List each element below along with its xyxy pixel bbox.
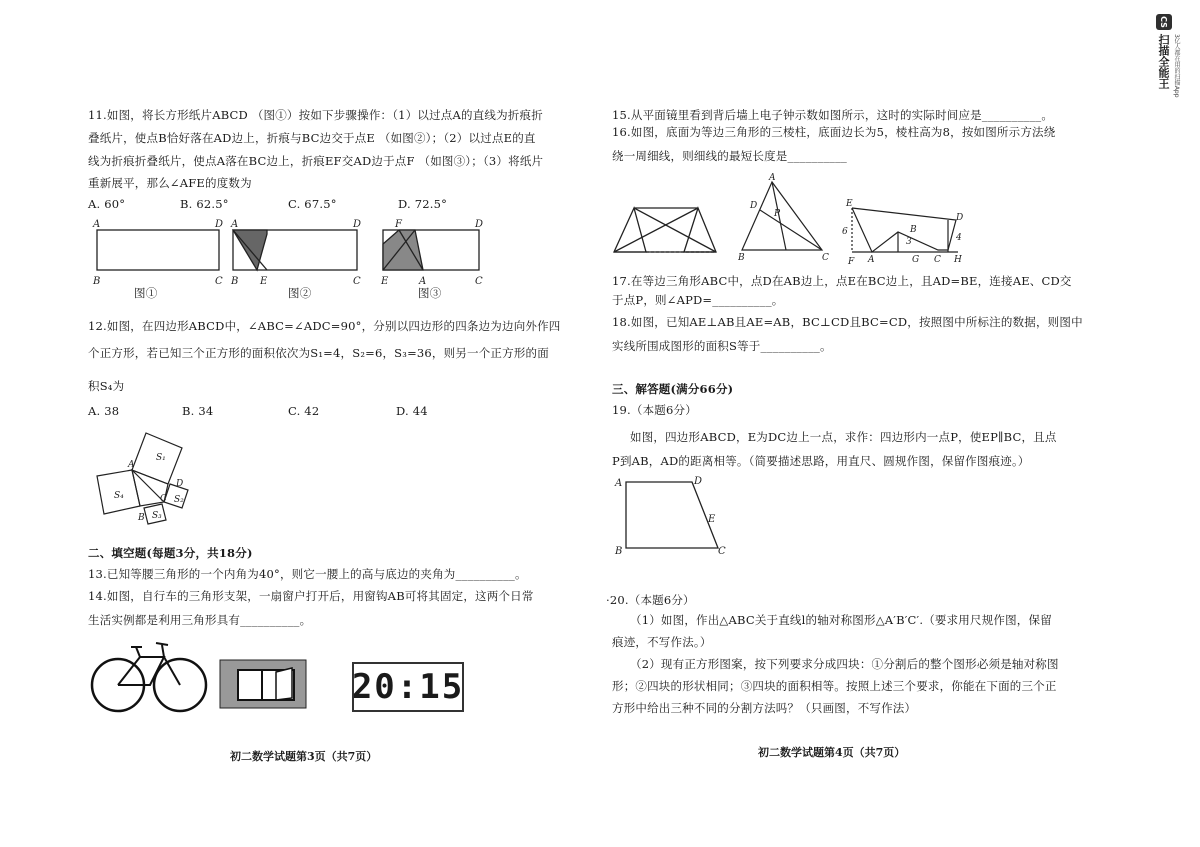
watermark-title: 扫描全能王: [1157, 34, 1170, 89]
q11-caption-3: 图③: [418, 286, 442, 300]
camscanner-logo-icon: CS: [1156, 14, 1172, 30]
q19-line-1: 如图，四边形ABCD，E为DC边上一点，求作：四边形内一点P，使EP∥BC，且点: [630, 430, 1057, 444]
q11-caption-2: 图②: [288, 286, 312, 300]
fig3-label-d: D: [475, 219, 484, 230]
q20-line-3: （2）现有正方形图案，按下列要求分成四块：①分割后的整个图形必须是轴对称图: [630, 657, 1059, 671]
q11-line-3: 线为折痕折叠纸片，使点A落在BC边上，折痕EF交AD边于点F （如图③）；（3）将纸片: [88, 154, 544, 168]
fig2-label-c: C: [353, 276, 361, 287]
q19-label-d: D: [694, 476, 703, 487]
q13-text: 13.已知等腰三角形的一个内角为40°，则它一腰上的高与底边的夹角为__________。: [88, 567, 527, 581]
q14-line-2: 生活实例都是利用三角形具有__________。: [88, 613, 312, 627]
q11-line-2: 叠纸片，使点B恰好落在AD边上，折痕与BC边交于点E （如图②）；（2）以过点E的直: [88, 131, 536, 145]
q20-line-2: 痕迹，不写作法。）: [612, 635, 712, 649]
q20-title: ·20.（本题6分）: [606, 593, 695, 607]
q18-label-f: F: [848, 257, 855, 267]
fig2-label-e: E: [260, 276, 268, 287]
q18-label-6: 6: [842, 227, 848, 237]
q16-prism-figure: [610, 200, 720, 258]
fig2-label-d: D: [353, 219, 362, 230]
right-page-footer: 初二数学试题第4页（共7页）: [758, 746, 906, 759]
q12-label-a: A: [128, 460, 135, 470]
q18-label-b: B: [910, 225, 917, 235]
q12-label-s3: S₃: [152, 511, 162, 521]
q18-line-1: 18.如图，已知AE⊥AB且AE=AB，BC⊥CD且BC=CD，按照图中所标注的数据，则图中: [612, 315, 1083, 329]
q18-label-a: A: [868, 255, 875, 265]
q17-line-1: 17.在等边三角形ABC中，点D在AB边上，点E在BC边上，且AD=BE，连接AE、CD交: [612, 274, 1072, 288]
q12-figure: [92, 428, 202, 528]
q19-title: 19.（本题6分）: [612, 403, 697, 417]
q12-option-c: C. 42: [288, 404, 320, 418]
fig1-label-a: A: [93, 219, 101, 230]
q18-label-3: 3: [906, 237, 912, 247]
q18-label-h: H: [954, 255, 962, 265]
fig3-label-f: F: [395, 219, 402, 230]
q11-line-4: 重新展平，那么∠AFE的度数为: [88, 176, 252, 190]
q11-figure-1: [97, 230, 219, 270]
q12-label-d: D: [176, 479, 184, 489]
q19-line-2: P到AB，AD的距离相等。（简要描述思路，用直尺、圆规作图，保留作图痕迹。）: [612, 454, 1030, 468]
q16-line-1: 16.如图，底面为等边三角形的三棱柱，底面边长为5，棱柱高为8，按如图所示方法绕: [612, 125, 1056, 139]
q14-line-1: 14.如图，自行车的三角形支架，一扇窗户打开后，用窗钩AB可将其固定，这两个日常: [88, 589, 534, 603]
q12-label-c: C: [160, 494, 167, 504]
q20-line-4: 形；②四块的形状相同；③四块的面积相等。按照上述三个要求，你能在下面的三个正: [612, 679, 1057, 693]
scanner-watermark: [1156, 14, 1172, 30]
fig1-label-d: D: [215, 219, 224, 230]
q12-line-1: 12.如图，在四边形ABCD中，∠ABC=∠ADC=90°，分别以四边形的四条边为边向外作四: [88, 319, 561, 333]
fig3-label-e: E: [381, 276, 389, 287]
fig1-label-b: B: [93, 276, 101, 287]
digital-clock: [352, 662, 464, 712]
q11-caption-1: 图①: [134, 286, 158, 300]
fig2-label-a: A: [231, 219, 239, 230]
q11-figure-3: [383, 230, 479, 270]
q17-line-2: 于点P，则∠APD=__________。: [612, 293, 784, 307]
q12-line-2: 个正方形，若已知三个正方形的面积依次为S₁=4，S₂=6，S₃=36，则另一个正方形的面: [88, 346, 549, 360]
q11-option-c: C. 67.5°: [288, 197, 337, 211]
watermark-subtitle: 3亿人都在用的扫描App: [1173, 34, 1180, 98]
q20-line-1: （1）如图，作出△ABC关于直线l的轴对称图形△A′B′C′.（要求用尺规作图，保留: [630, 613, 1052, 627]
q16-label-d: D: [750, 201, 758, 211]
bicycle-image: [88, 635, 208, 717]
clock-display: 20:15: [351, 667, 465, 707]
q16-line-2: 绕一周细线，则细线的最短长度是__________: [612, 149, 847, 163]
q19-label-b: B: [615, 546, 623, 556]
fig1-label-c: C: [215, 276, 223, 287]
q11-option-d: D. 72.5°: [398, 197, 448, 211]
window-image: [218, 658, 308, 710]
q18-line-2: 实线所围成图形的面积S等于__________。: [612, 339, 832, 353]
q20-line-5: 方形中给出三种不同的分割方法吗？（只画图，不写作法）: [612, 701, 917, 715]
q18-label-d: D: [956, 213, 964, 223]
q11-figure-2: [233, 230, 357, 270]
q16-label-b: B: [738, 253, 745, 262]
q19-label-e: E: [708, 514, 716, 525]
left-page-footer: 初二数学试题第3页（共7页）: [230, 750, 378, 763]
q18-label-c: C: [934, 255, 941, 265]
q12-label-s1: S₁: [156, 453, 166, 463]
fig2-label-b: B: [231, 276, 239, 287]
q19-label-a: A: [615, 478, 623, 489]
q12-line-3: 积S₄为: [88, 379, 125, 393]
q19-figure: [612, 472, 732, 556]
q19-label-c: C: [718, 546, 726, 556]
q12-label-s2: S₂: [174, 495, 184, 505]
q12-label-s4: S₄: [114, 491, 124, 501]
fig3-label-c: C: [475, 276, 483, 287]
q18-label-4: 4: [956, 233, 962, 243]
fig3-label-a: A: [419, 276, 427, 287]
q18-label-g: G: [912, 255, 920, 265]
q11-option-a: A. 60°: [88, 197, 126, 211]
q16-triangle-figure: [738, 172, 838, 262]
q16-label-p: P: [774, 209, 781, 219]
section-2-heading: 二、填空题(每题3分，共18分): [88, 546, 253, 560]
q18-label-e: E: [846, 199, 853, 209]
q15-text: 15.从平面镜里看到背后墙上电子钟示数如图所示，这时的实际时间应是__________。: [612, 108, 1054, 122]
section-3-heading: 三、解答题(满分66分): [612, 382, 734, 396]
q12-option-d: D. 44: [396, 404, 428, 418]
q12-option-a: A. 38: [88, 404, 120, 418]
q11-line-1: 11.如图，将长方形纸片ABCD （图①）按如下步骤操作：（1）以过点A的直线为折痕折: [88, 108, 543, 122]
q16-label-c: C: [822, 253, 829, 262]
q11-option-b: B. 62.5°: [180, 197, 229, 211]
q18-figure: [838, 196, 968, 268]
q12-label-b: B: [138, 513, 145, 523]
q12-option-b: B. 34: [182, 404, 214, 418]
q16-label-a: A: [769, 173, 776, 183]
